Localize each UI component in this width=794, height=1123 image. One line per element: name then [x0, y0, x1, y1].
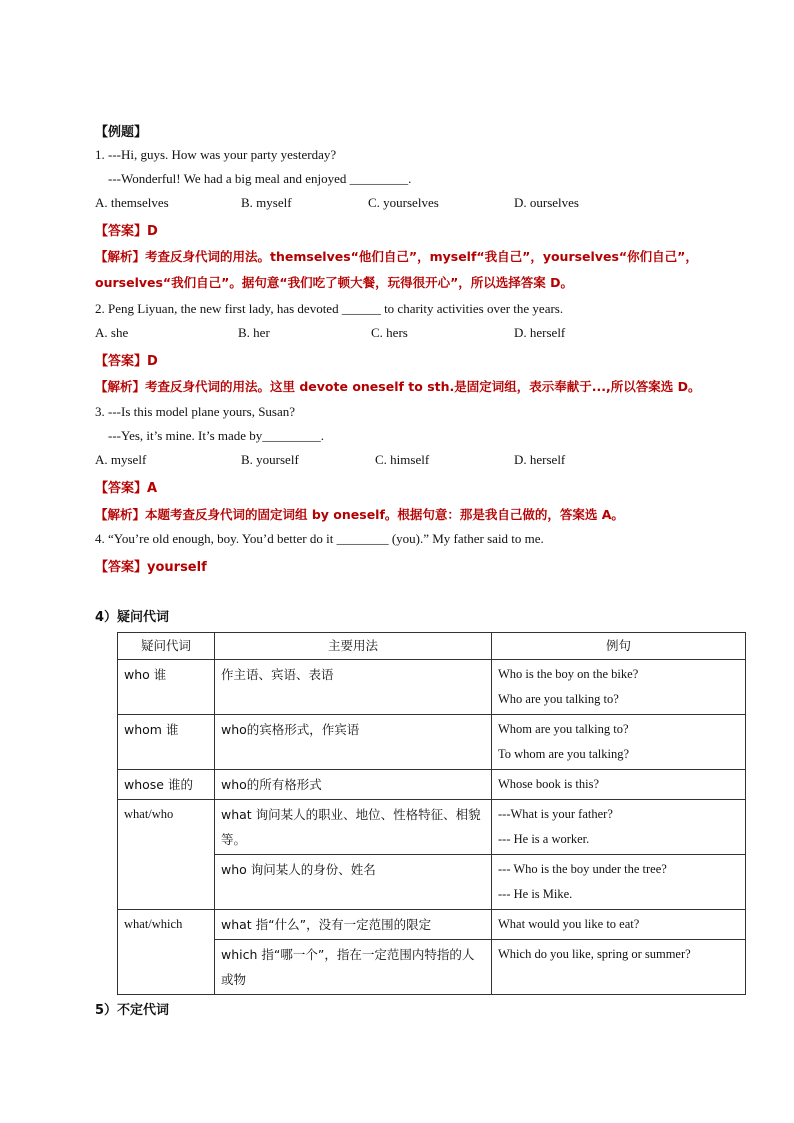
table-cell: what 指“什么”，没有一定范围的限定	[215, 910, 492, 940]
table-cell	[492, 800, 746, 855]
table-cell	[492, 660, 746, 715]
question-2-option-b: B. her	[238, 325, 270, 340]
table-cell: whose 谁的	[118, 770, 215, 800]
question-2-line-1: 2. Peng Liyuan, the new first lady, has devoted ______ to charity activities over the years.	[95, 301, 564, 316]
section-heading-interrogative: 4）疑问代词	[95, 610, 170, 625]
question-1-line-1: 1. ---Hi, guys. How was your party yesterday?	[95, 147, 337, 162]
table-cell: who的所有格形式	[215, 770, 492, 800]
example-line: --- He is Mike.	[498, 887, 573, 901]
table-header: 例句	[492, 633, 746, 660]
question-3-analysis: 【解析】本题考查反身代词的固定词组 by oneself。根据句意：那是我自己做的，答案选 A。	[95, 507, 624, 522]
example-line: To whom are you talking?	[498, 747, 630, 761]
question-1-analysis-1: 【解析】考查反身代词的用法。themselves“他们自己”，myself“我自己”，yourselves“你们自己”，	[95, 249, 698, 264]
table-row	[118, 910, 746, 940]
table-cell: what/which	[118, 910, 215, 995]
question-3-option-c: C. himself	[375, 452, 430, 467]
table-cell	[492, 770, 746, 800]
question-2-option-d: D. herself	[514, 325, 566, 340]
question-1-option-b: B. myself	[241, 195, 292, 210]
question-3-option-b: B. yourself	[241, 452, 299, 467]
table-cell: which 指“哪一个”，指在一定范围内特指的人或物	[215, 940, 492, 995]
table-header: 疑问代词	[118, 633, 215, 660]
table-cell	[492, 910, 746, 940]
example-line: Whom are you talking to?	[498, 722, 629, 736]
question-3-option-d: D. herself	[514, 452, 566, 467]
question-2-answer: 【答案】D	[95, 354, 158, 369]
question-2-analysis: 【解析】考查反身代词的用法。这里 devote oneself to sth.是固定词组，表示奉献于...,所以答案选 D。	[95, 379, 701, 394]
example-line: Who is the boy on the bike?	[498, 667, 639, 681]
question-1-analysis-2: ourselves“我们自己”。据句意“我们吃了顿大餐，玩得很开心”，所以选择答案 D。	[95, 275, 574, 290]
table-cell: what/who	[118, 800, 215, 910]
table-row	[118, 660, 746, 715]
example-line: --- He is a worker.	[498, 832, 590, 846]
question-1-option-a: A. themselves	[95, 195, 169, 210]
table-cell	[492, 715, 746, 770]
example-heading: 【例题】	[95, 125, 148, 140]
section-heading-indefinite: 5）不定代词	[95, 1003, 170, 1018]
table-row	[118, 770, 746, 800]
table-cell: who的宾格形式，作宾语	[215, 715, 492, 770]
question-3-line-2: ---Yes, it’s mine. It’s made by_________.	[108, 428, 325, 443]
table-cell: who 询问某人的身份、姓名	[215, 855, 492, 910]
table-cell	[492, 940, 746, 995]
interrogative-pronoun-table	[117, 632, 746, 995]
table-row	[118, 800, 746, 855]
question-4-answer: 【答案】yourself	[95, 560, 207, 575]
question-3-line-1: 3. ---Is this model plane yours, Susan?	[95, 404, 296, 419]
table-cell: whom 谁	[118, 715, 215, 770]
table-row	[118, 715, 746, 770]
table-header: 主要用法	[215, 633, 492, 660]
question-4-line-1: 4. “You’re old enough, boy. You’d better do it ________ (you).” My father said to me.	[95, 531, 544, 546]
table-cell	[492, 855, 746, 910]
question-1-answer: 【答案】D	[95, 224, 158, 239]
table-cell: what 询问某人的职业、地位、性格特征、相貌等。	[215, 800, 492, 855]
example-line: Which do you like, spring or summer?	[498, 947, 691, 961]
question-2-option-a: A. she	[95, 325, 129, 340]
table-header-row	[118, 633, 746, 660]
example-line: ---What is your father?	[498, 807, 613, 821]
table-cell: 作主语、宾语、表语	[215, 660, 492, 715]
question-2-option-c: C. hers	[371, 325, 408, 340]
question-1-line-2: ---Wonderful! We had a big meal and enjoyed _________.	[108, 171, 412, 186]
question-1-option-c: C. yourselves	[368, 195, 439, 210]
example-line: --- Who is the boy under the tree?	[498, 862, 667, 876]
table-cell: who 谁	[118, 660, 215, 715]
question-3-option-a: A. myself	[95, 452, 147, 467]
example-line: Whose book is this?	[498, 777, 600, 791]
example-line: Who are you talking to?	[498, 692, 619, 706]
example-line: What would you like to eat?	[498, 917, 640, 931]
question-1-option-d: D. ourselves	[514, 195, 579, 210]
question-3-answer: 【答案】A	[95, 481, 158, 496]
